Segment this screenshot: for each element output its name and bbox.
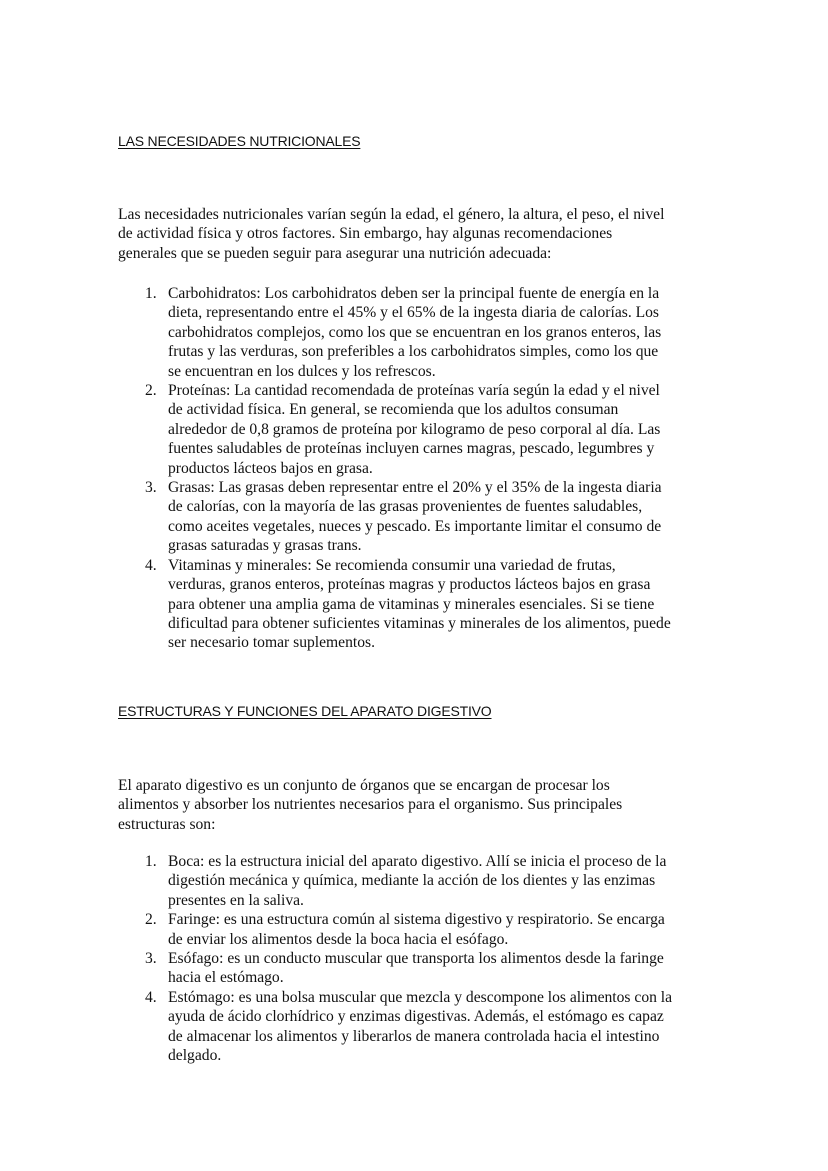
text-line: verduras, granos enteros, proteínas magras y productos lácteos bajos en grasa	[168, 576, 651, 594]
list-number: 1.	[145, 853, 157, 870]
text-line: Estómago: es una bolsa muscular que mezcla y descompone los alimentos con la	[168, 988, 673, 1006]
text-line: alimentos y absorber los nutrientes necesarios para el organismo. Sus principales	[118, 796, 623, 814]
list-item-boca	[118, 852, 718, 910]
text-line: Grasas: Las grasas deben representar entre el 20% y el 35% de la ingesta diaria	[168, 479, 662, 497]
text-line: Faringe: es una estructura común al sistema digestivo y respiratorio. Se encarga	[168, 911, 665, 929]
text-line: ser necesario tomar suplementos.	[168, 634, 375, 652]
text-line: dieta, representando entre el 45% y el 65% de la ingesta diaria de calorías. Los	[168, 304, 660, 322]
text-line: se encuentran en los dulces y los refrescos.	[168, 362, 436, 380]
text-line: Esófago: es un conducto muscular que transporta los alimentos desde la faringe	[168, 950, 664, 968]
text-line: estructuras son:	[118, 815, 216, 833]
list-number: 4.	[145, 988, 157, 1006]
text-line: dificultad para obtener suficientes vitaminas y minerales de los alimentos, puede	[168, 614, 671, 632]
list-item-proteinas	[118, 381, 718, 478]
section-intro-paragraph	[118, 776, 718, 834]
text-line: productos lácteos bajos en grasa.	[168, 459, 373, 477]
text-line: fuentes saludables de proteínas incluyen carnes magras, pescado, legumbres y	[168, 440, 655, 458]
list-item-estomago	[118, 988, 718, 1066]
text-line: Las necesidades nutricionales varían según la edad, el género, la altura, el peso, el nivel	[118, 206, 665, 223]
text-line: de actividad física y otros factores. Sin embargo, hay algunas recomendaciones	[118, 225, 613, 243]
list-number: 3.	[145, 479, 157, 497]
list-item-vitaminas-minerales	[118, 556, 718, 653]
list-item-esofago	[118, 949, 718, 988]
text-line: carbohidratos complejos, como los que se encuentran en los granos enteros, las	[168, 323, 662, 341]
text-line: presentes en la saliva.	[168, 891, 304, 909]
section-heading-necesidades-nutricionales: LAS NECESIDADES NUTRICIONALES	[118, 133, 361, 149]
text-line: de calorías, con la mayoría de las grasas provenientes de fuentes saludables,	[168, 498, 643, 516]
list-item-carbohidratos	[118, 284, 718, 381]
section-intro-paragraph	[118, 205, 718, 263]
section-heading-aparato-digestivo: ESTRUCTURAS Y FUNCIONES DEL APARATO DIGESTIVO	[118, 703, 492, 719]
nutrition-recommendations-list	[118, 284, 718, 653]
text-line: Carbohidratos: Los carbohidratos deben ser la principal fuente de energía en la	[168, 285, 660, 302]
list-item-faringe	[118, 910, 718, 949]
text-line: El aparato digestivo es un conjunto de órganos que se encargan de procesar los	[118, 777, 610, 794]
list-number: 2.	[145, 382, 157, 400]
text-line: Boca: es la estructura inicial del aparato digestivo. Allí se inicia el proceso de la	[168, 853, 667, 870]
text-line: como aceites vegetales, nueces y pescado. Es importante limitar el consumo de	[168, 517, 662, 535]
list-number: 1.	[145, 285, 157, 302]
text-line: Vitaminas y minerales: Se recomienda consumir una variedad de frutas,	[168, 556, 616, 574]
text-line: de almacenar los alimentos y liberarlos de manera controlada hacia el intestino	[168, 1027, 660, 1045]
text-line: delgado.	[168, 1047, 222, 1065]
list-item-grasas	[118, 478, 718, 556]
text-line: para obtener una amplia gama de vitaminas y minerales esenciales. Si se tiene	[168, 595, 655, 613]
list-number: 4.	[145, 556, 157, 574]
text-line: grasas saturadas y grasas trans.	[168, 537, 362, 555]
text-line: hacia el estómago.	[168, 969, 284, 987]
digestive-structures-list	[118, 852, 718, 1065]
text-line: digestión mecánica y química, mediante la acción de los dientes y las enzimas	[168, 872, 656, 890]
list-number: 3.	[145, 950, 157, 968]
text-line: de enviar los alimentos desde la boca hacia el esófago.	[168, 930, 509, 948]
text-line: de actividad física. En general, se recomienda que los adultos consuman	[168, 401, 619, 419]
text-line: ayuda de ácido clorhídrico y enzimas digestivas. Además, el estómago es capaz	[168, 1008, 664, 1026]
text-line: alrededor de 0,8 gramos de proteína por kilogramo de peso corporal al día. Las	[168, 420, 661, 438]
text-line: generales que se pueden seguir para asegurar una nutrición adecuada:	[118, 244, 552, 262]
text-line: frutas y las verduras, son preferibles a los carbohidratos simples, como los que	[168, 343, 659, 361]
text-line: Proteínas: La cantidad recomendada de proteínas varía según la edad y el nivel	[168, 382, 660, 400]
list-number: 2.	[145, 911, 157, 929]
